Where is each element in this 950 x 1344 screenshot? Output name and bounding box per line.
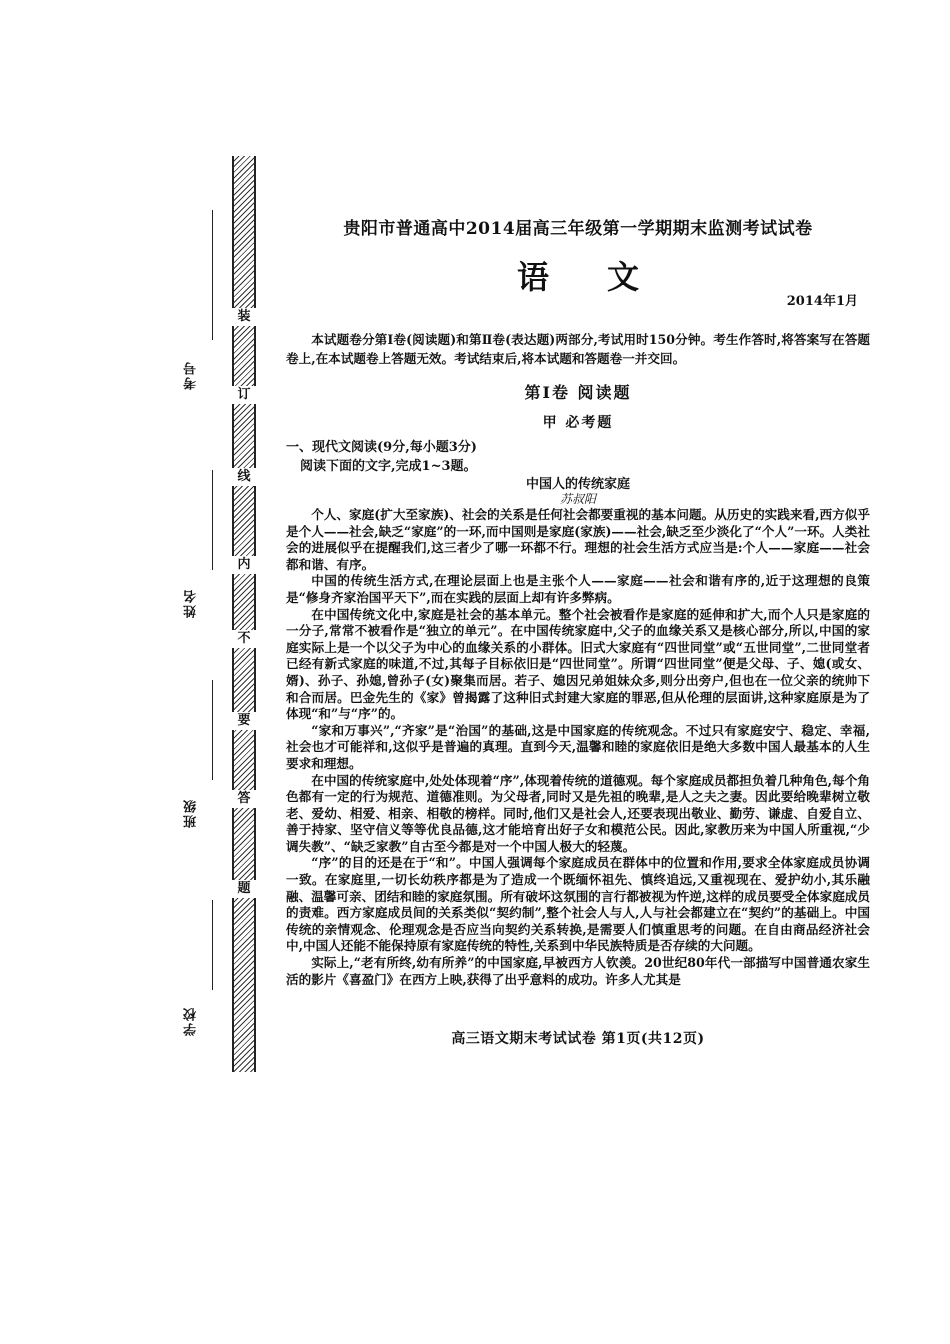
name-field[interactable] xyxy=(182,470,212,650)
exam-date: 2014年1月 xyxy=(786,294,858,309)
exam-number-field[interactable] xyxy=(182,210,212,440)
section-heading: 一、现代文阅读(9分,每小题3分) xyxy=(286,440,477,455)
article-paragraph: “序”的目的还是在于“和”。中国人强调每个家庭成员在群体中的位置和作用,要求全体家庭成员协调一致。在家庭里,一切长幼秩序都是为了造成一个既缅怀祖先、慎终追远,又重视现在、爱护幼小,其乐融融、温馨可亲、团结和睦的家庭氛围。所有破坏这氛围的言行都被视为忤逆,这样的成员要受全体家庭成员的责难。西方家庭成员间的关系类似“契约制”,整个社会人与人,人与社会都建立在“契约”的基础上。中国传统的亲情观念、伦理观念是否应当向契约关系转换,是需要人们慎重思考的问题。在自由商品经济社会中,中国人还能不能保持原有家庭传统的特性,关系到中华民族特质是否存续的大问题。 xyxy=(286,855,870,954)
exam-instructions: 本试题卷分第Ⅰ卷(阅读题)和第Ⅱ卷(表达题)两部分,考试用时150分钟。考生作答时,将答案写在答题卷上,在本试题卷上答题无效。考试结束后,将本试题和答题卷一并交回。 xyxy=(286,332,870,366)
school-label: 学校 xyxy=(184,1006,199,1036)
article-body xyxy=(286,507,870,988)
name-label: 姓名 xyxy=(184,588,199,618)
article-paragraph: 在中国的传统家庭中,处处体现着“序”,体现着传统的道德观。每个家庭成员都担负着几种角色,每个角色都有一定的行为规范、道德准则。为父母者,同时又是先祖的晚辈,是人之夫之妻。因此要给晚辈树立敬老、爱幼、相爱、相亲、相敬的榜样。同时,他们又是社会人,还要表现出敬业、勤劳、谦虚、自爱自立、善于持家、坚守信义等等优良品德,这才能培育出好子女和模范公民。因此,家教历来为中国人所重视,“少调失教”、“缺乏家教”自古至今都是对一个中国人极大的轻蔑。 xyxy=(286,772,870,854)
binding-margin-strip xyxy=(232,156,256,1072)
binding-note-char: 装 xyxy=(232,308,256,326)
article-paragraph: 个人、家庭(扩大至家族)、社会的关系是任何社会都要重视的基本问题。从历史的实践来看,西方似乎是个人——社会,缺乏“家庭”的一环,而中国则是家庭(家族)——社会,缺乏至少淡化了“个人”一环。人类社会的进展似乎在提醒我们,这三者少了哪一环都不行。理想的社会生活方式应当是:个人——家庭——社会都和谐、有序。 xyxy=(286,507,870,572)
binding-note-char: 订 xyxy=(232,386,256,404)
binding-note-char: 线 xyxy=(232,468,256,486)
article-title: 中国人的传统家庭 xyxy=(525,477,630,492)
article-paragraph: 实际上,“老有所终,幼有所养”的中国家庭,早被西方人钦羡。20世纪80年代一部描写中国普通农家生活的影片《喜盈门》在西方上映,获得了出乎意料的成功。许多人尤其是 xyxy=(286,955,870,987)
article-paragraph: 中国的传统生活方式,在理论层面上也是主张个人——家庭——社会和谐有序的,近于这理想的良策是“修身齐家治国平天下”,而在实践的层面上却有许多弊病。 xyxy=(286,573,870,605)
volume-title: 第Ⅰ卷 阅读题 xyxy=(524,383,632,402)
binding-note-char: 题 xyxy=(232,880,256,898)
article-author: 苏叔阳 xyxy=(559,492,596,506)
school-field[interactable] xyxy=(182,900,212,1050)
binding-note-char: 内 xyxy=(232,556,256,574)
section-instruction: 阅读下面的文字,完成1~3题。 xyxy=(300,459,477,474)
binding-note-char: 答 xyxy=(232,790,256,808)
class-field[interactable] xyxy=(182,680,212,860)
binding-note-char: 不 xyxy=(232,630,256,648)
exam-number-label: 考号 xyxy=(184,360,199,390)
exam-title: 贵阳市普通高中2014届高三年级第一学期期末监测考试试卷 xyxy=(343,219,813,239)
page-footer: 高三语文期末考试试卷 第1页(共12页) xyxy=(451,1031,705,1047)
article-paragraph: 在中国传统文化中,家庭是社会的基本单元。整个社会被看作是家庭的延伸和扩大,而个人只是家庭的一分子,常常不被看作是“独立的单元”。在中国传统家庭中,父子的血缘关系又是核心部分,所以,中国的家庭实际上是一个以父子为中心的血缘关系的小群体。旧式大家庭有“四世同堂”或“五世同堂”,二世同堂者已经有新式家庭的味道,不过,其每子目标依旧是“四世同堂”。所谓“四世同堂”便是父母、子、媳(或女、婿)、孙子、孙媳,曾孙子(女)聚集而居。若子、媳因兄弟姐妹众多,则分出旁户,但也在一位父亲的统帅下和合而居。巴金先生的《家》曾揭露了这种旧式封建大家庭的罪恶,但从伦理的层面讲,这种家庭原是为了体现“和”与“序”的。 xyxy=(286,606,870,722)
binding-note-char: 要 xyxy=(232,712,256,730)
article-paragraph: “家和万事兴”,“齐家”是“治国”的基础,这是中国家庭的传统观念。不过只有家庭安宁、稳定、幸福,社会也才可能祥和,这似乎是普遍的真理。直到今天,温馨和睦的家庭依旧是绝大多数中国人最基本的人生要求和理想。 xyxy=(286,722,870,771)
subject-title: 语文 xyxy=(516,258,697,296)
class-label: 班级 xyxy=(184,798,199,828)
part-title: 甲 必考题 xyxy=(542,415,614,431)
